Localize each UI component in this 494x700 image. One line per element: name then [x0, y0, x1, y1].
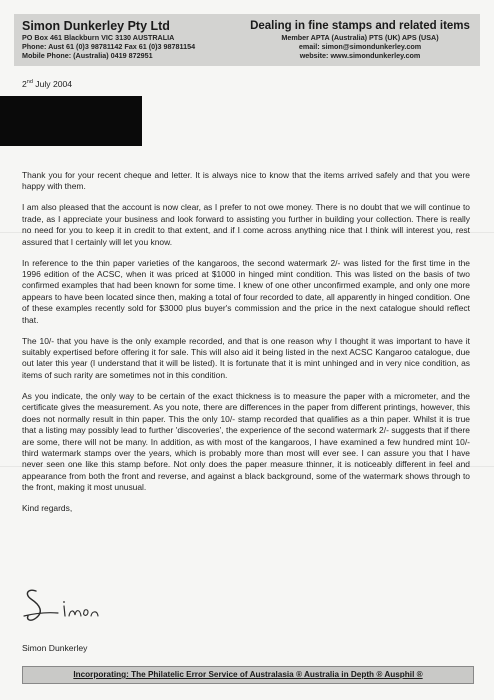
paper-fold-line — [0, 232, 494, 233]
closing: Kind regards, — [22, 503, 73, 514]
date-suffix: nd — [26, 79, 33, 86]
paper-fold-line — [0, 466, 494, 467]
paragraph-ten-shilling: The 10/- that you have is the only example recorded, and that is one reason why I thought it was important to have it suitably expertised before offering it for sale. This will also aid it being listed in the next ACSC Kangaroo catalogue, due out later this year (I understand that it will be listed). It is fortunate that it is mint unhinged and in very nice condition, as items of such rarity are sometimes not in this condition. — [22, 335, 470, 380]
paragraph-thanks: Thank you for your recent cheque and letter. It is always nice to know that the items arrived safely and that you were happy with them. — [22, 170, 470, 192]
company-email: email: simon@simondunkerley.com — [298, 42, 422, 52]
signer-name: Simon Dunkerley — [22, 643, 88, 653]
company-phone: Phone: Aust 61 (0)3 98781142 Fax 61 (0)3 98781154 — [22, 42, 196, 52]
company-address: PO Box 461 Blackburn VIC 3130 AUSTRALIA — [22, 33, 175, 42]
handwritten-signature — [22, 582, 132, 632]
redacted-address-block — [0, 96, 142, 146]
company-memberships: Member APTA (Australia) PTS (UK) APS (USA) — [281, 33, 439, 42]
letterhead — [14, 14, 480, 66]
footer-banner: Incorporating: The Philatelic Error Service of Australasia ® Australia in Depth ® Ausphil ® — [22, 666, 474, 684]
paragraph-thickness: As you indicate, the only way to be certain of the exact thickness is to measure the paper with a micrometer, and the certificate gives the measurement. As you note, there are differences in the paper from different printings, however, this does not normally result in thin paper. This the only 10/- stamp recorded that qualifies as a thin paper. Whilst it is true that a listing may possibly lead to further 'discoveries', the experience of the second watermark 2/- suggests that if there are some, there will not be many. In addition, as with most of the kangaroos, I have examined a few hundred mint 10/- third watermark stamps over the years, which is probably more than most will ever see. I can assure you that I have never seen one like this stamp before. Not only does the paper measure thinner, it is noticeably different in feel and appearance from both the front and reverse, and against a black background, some of the watermark shows through to the front, making it most unusual. — [22, 390, 470, 493]
letter-body — [22, 170, 470, 515]
company-mobile: Mobile Phone: (Australia) 0419 872951 — [22, 51, 153, 61]
date-day: 2 — [22, 79, 27, 89]
letterhead-contact — [22, 19, 252, 61]
company-name: Simon Dunkerley Pty Ltd — [22, 19, 170, 33]
date-month-year: July 2004 — [32, 79, 73, 89]
paragraph-thin-paper: In reference to the thin paper varieties of the kangaroos, the second watermark 2/- was listed for the first time in the 1996 edition of the ACSC, when it was priced at $1000 in hinged mint condition. This was listed on the basis of two confirmed examples that had been known for some time. I knew of one other unconfirmed example, and only one more appears to have been located since then, making a total of four recorded to date, all apparently in hinged condition. One of these examples recently sold for $3000 plus buyer's commission and the price in the next catalogue should reflect that. — [22, 257, 470, 325]
company-tagline: Dealing in fine stamps and related items — [250, 20, 470, 32]
company-website: website: www.simondunkerley.com — [299, 51, 421, 61]
letter-date — [22, 79, 72, 89]
paragraph-account: I am also pleased that the account is now clear, as I prefer to not owe money. There is no doubt that we will continue to trade, as I appreciate your business and look forward to assisting you further in building your collection. There is really no need for you to keep it in credit to that extent, and if I come across anything nice that I think will interest you, rest assured that I certainly will let you know. — [22, 202, 470, 247]
letterhead-info — [250, 19, 470, 61]
